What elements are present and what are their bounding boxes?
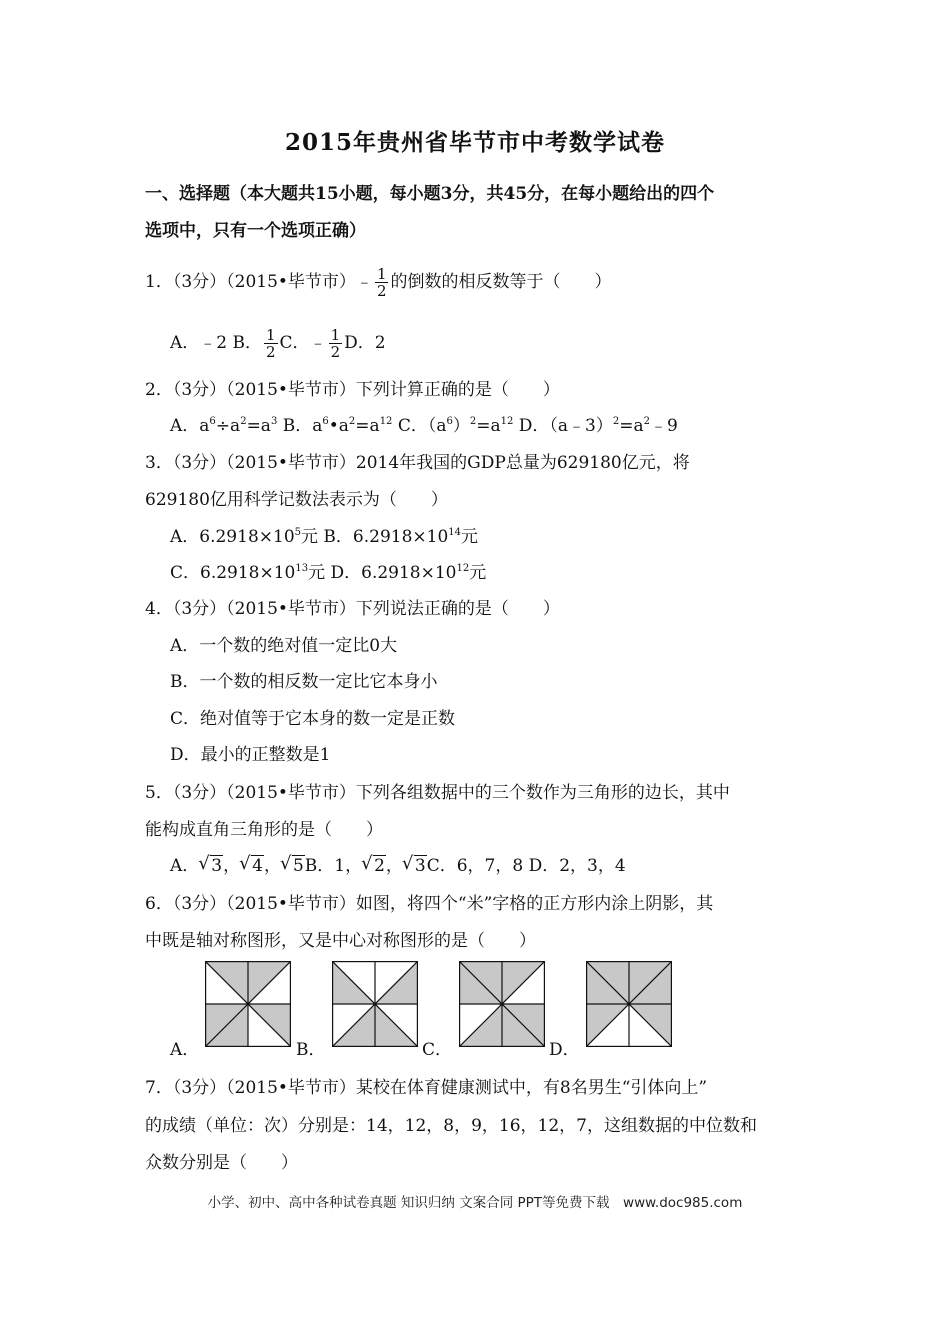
q3-opt-a-tail: 元 B．6.2918×10 xyxy=(301,527,449,547)
q1-option-b-fraction xyxy=(264,327,278,360)
q5-opt-a: A． xyxy=(170,856,200,876)
question-3-options-cd xyxy=(170,561,486,585)
q6-figure-b xyxy=(332,961,418,1047)
q5-sep-2: ， xyxy=(263,856,281,876)
q6-figure-a xyxy=(205,961,291,1047)
question-5-stem-line2: 能构成直角三角形的是（ ） xyxy=(145,820,383,840)
q5-radicand-3: 5 xyxy=(292,856,304,876)
q3-opt-d-exp: 12 xyxy=(456,563,470,574)
q2-opt-d-eq: =a xyxy=(619,416,644,436)
q6-label-b: B． xyxy=(296,1040,326,1060)
q1-option-a: A．﹣2 B． xyxy=(170,333,262,353)
question-6-stem-line1: 6．（3分）（2015•毕节市）如图，将四个“米”字格的正方形内涂上阴影，其 xyxy=(145,894,714,914)
q1-fraction xyxy=(375,266,389,299)
q2-opt-b-base: B．a xyxy=(277,416,323,436)
q6-figure-d xyxy=(586,961,672,1047)
q5-radicand-2: 4 xyxy=(252,856,263,876)
question-1-options xyxy=(170,327,386,360)
q2-opt-d-base: D．（a﹣3） xyxy=(513,416,613,436)
q6-label-c: C． xyxy=(422,1040,453,1060)
q2-opt-b-exp2: 2 xyxy=(348,416,356,427)
question-3-stem-line2: 629180亿用科学记数法表示为（ ） xyxy=(145,490,448,510)
q1-option-d: D．2 xyxy=(344,333,386,353)
q2-opt-a-eq: =a xyxy=(246,416,271,436)
q6-label-d: D． xyxy=(549,1040,580,1060)
q5-sqrt-3 xyxy=(281,854,305,878)
q2-opt-b-eq: =a xyxy=(355,416,380,436)
question-2-options xyxy=(170,414,678,438)
question-4-stem: 4．（3分）（2015•毕节市）下列说法正确的是（ ） xyxy=(145,599,560,619)
q2-opt-d-exp1: 2 xyxy=(612,416,620,427)
q2-opt-c-exp1: 6 xyxy=(446,416,453,427)
section-heading-line2: 选项中，只有一个选项正确） xyxy=(145,221,366,241)
question-5-stem-line1: 5．（3分）（2015•毕节市）下列各组数据中的三个数作为三角形的边长，其中 xyxy=(145,783,730,803)
q1-option-c-den: 2 xyxy=(330,343,341,361)
q5-sqrt-2 xyxy=(240,854,264,878)
q1-option-b-num: 1 xyxy=(266,326,276,344)
question-4-option-c: C．绝对值等于它本身的数一定是正数 xyxy=(170,709,456,729)
page-footer: 小学、初中、高中各种试卷真题 知识归纳 文案合同 PPT等免费下载 www.doc985.com xyxy=(207,1195,743,1211)
q5-sqrt-1 xyxy=(199,854,223,878)
q2-opt-a-exp2: 2 xyxy=(240,416,247,427)
q1-option-c: C．﹣ xyxy=(279,333,327,353)
question-3-options-ab xyxy=(170,525,478,549)
q6-figure-c xyxy=(459,961,545,1047)
question-4-option-b: B．一个数的相反数一定比它本身小 xyxy=(170,672,438,692)
question-6-stem-line2: 中既是轴对称图形，又是中心对称图形的是（ ） xyxy=(145,931,536,951)
q2-opt-a-mid: ÷a xyxy=(215,416,241,436)
q5-sqrt-4 xyxy=(362,854,386,878)
question-7-stem-line2: 的成绩（单位：次）分别是：14，12，8，9，16，12，7，这组数据的中位数和 xyxy=(145,1116,757,1136)
q1-option-c-num: 1 xyxy=(330,326,341,344)
q2-opt-c-mid: ） xyxy=(452,416,470,436)
question-1-stem xyxy=(145,266,611,299)
q2-opt-b-exp3: 12 xyxy=(379,416,393,427)
q3-opt-a: A．6.2918×10 xyxy=(170,527,295,547)
q1-prefix: 1．（3分）（2015•毕节市）﹣ xyxy=(145,272,373,292)
question-4-option-a: A．一个数的绝对值一定比0大 xyxy=(170,636,398,656)
q1-suffix: 的倒数的相反数等于（ ） xyxy=(390,272,612,292)
question-7-stem-line3: 众数分别是（ ） xyxy=(145,1153,298,1173)
q6-label-a: A． xyxy=(170,1040,200,1060)
q2-opt-b-mid: •a xyxy=(328,416,349,436)
q2-opt-b-exp1: 6 xyxy=(322,416,329,427)
q5-opt-b: B．1， xyxy=(304,856,363,876)
question-4-option-d: D．最小的正整数是1 xyxy=(170,745,331,765)
q2-opt-c-base: C．（a xyxy=(392,416,447,436)
q2-opt-a-exp1: 6 xyxy=(209,416,216,427)
q3-opt-c-exp: 13 xyxy=(295,563,309,574)
question-3-stem-line1: 3．（3分）（2015•毕节市）2014年我国的GDP总量为629180亿元，将 xyxy=(145,453,690,473)
q3-opt-d-tail: 元 xyxy=(469,563,487,583)
question-7-stem-line1: 7．（3分）（2015•毕节市）某校在体育健康测试中，有8名男生“引体向上” xyxy=(145,1078,708,1098)
section-heading-line1: 一、选择题（本大题共15小题，每小题3分，共45分，在每小题给出的四个 xyxy=(145,184,715,204)
question-5-options xyxy=(170,854,626,878)
q5-opt-cd: C．6，7，8 D．2，3，4 xyxy=(426,856,626,876)
q5-sep-3: ， xyxy=(385,856,403,876)
q3-opt-b-tail: 元 xyxy=(461,527,479,547)
q2-opt-c-exp2: 2 xyxy=(469,416,477,427)
q5-sqrt-5 xyxy=(403,854,427,878)
q5-radicand-1: 3 xyxy=(211,856,223,876)
q2-opt-c-eq: =a xyxy=(476,416,501,436)
q3-opt-c: C．6.2918×10 xyxy=(170,563,296,583)
q2-opt-c-exp3: 12 xyxy=(500,416,514,427)
q1-option-c-fraction xyxy=(329,327,343,360)
q5-radicand-5: 3 xyxy=(414,856,426,876)
q2-opt-d-tail: ﹣9 xyxy=(649,416,678,436)
exam-title: 2015年贵州省毕节市中考数学试卷 xyxy=(284,129,665,156)
q5-radicand-4: 2 xyxy=(374,856,385,876)
q3-opt-c-tail: 元 D．6.2918×10 xyxy=(308,563,457,583)
q1-frac-num: 1 xyxy=(376,265,387,283)
q1-frac-den: 2 xyxy=(376,282,387,300)
q3-opt-b-exp: 14 xyxy=(448,527,462,538)
q3-opt-a-exp: 5 xyxy=(294,527,302,538)
question-2-stem: 2．（3分）（2015•毕节市）下列计算正确的是（ ） xyxy=(145,380,560,400)
q2-opt-d-exp2: 2 xyxy=(643,416,650,427)
q1-option-b-den: 2 xyxy=(266,343,276,361)
q2-opt-a-base: A．a xyxy=(170,416,210,436)
q5-sep-1: ， xyxy=(223,856,241,876)
q2-opt-a-exp3: 3 xyxy=(270,416,278,427)
